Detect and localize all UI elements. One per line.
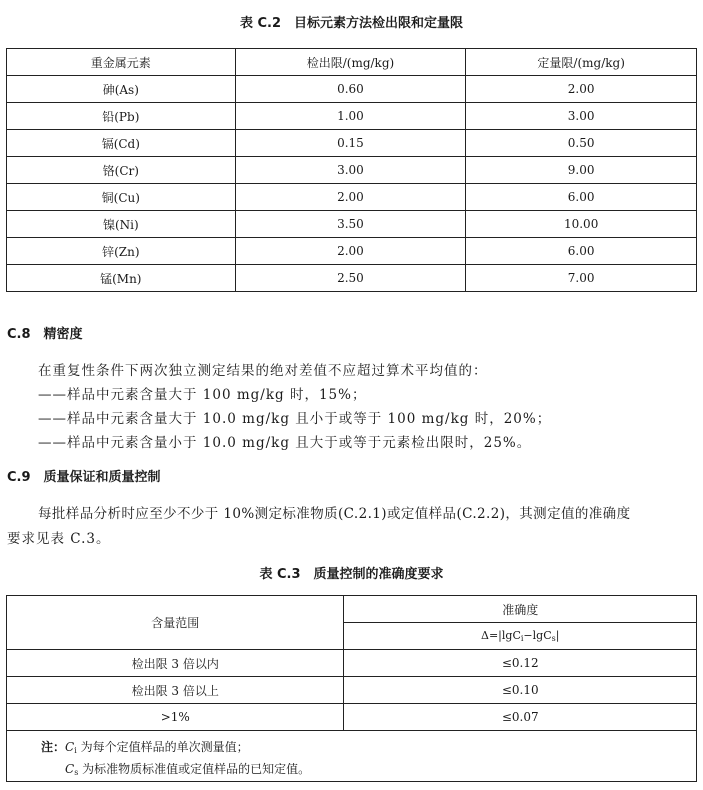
lod-cell: 2.00: [235, 184, 466, 211]
precision-item-1: ——样品中元素含量大于 100 mg/kg 时，15%；: [38, 387, 367, 403]
lod-cell: 2.00: [235, 238, 466, 265]
element-cell: 砷(As): [7, 76, 236, 103]
range-cell: 检出限 3 倍以上: [7, 677, 344, 704]
table-row: [7, 76, 697, 103]
table-c2-caption: 表 C.2 目标元素方法检出限和定量限: [239, 16, 464, 31]
column-header: 重金属元素: [7, 49, 236, 76]
range-cell: >1%: [7, 704, 344, 731]
table-header-row: [7, 49, 697, 76]
precision-item-2: ——样品中元素含量大于 10.0 mg/kg 且小于或等于 100 mg/kg 时，20%；: [38, 411, 552, 427]
element-cell: 铬(Cr): [7, 157, 236, 184]
note-line-1: 注：$C_i$ 为每个定值样品的单次测量值；: [41, 740, 249, 755]
lod-cell: 0.60: [235, 76, 466, 103]
accuracy-cell: ≤0.10: [344, 677, 697, 704]
lod-cell: 0.15: [235, 130, 466, 157]
lod-cell: 3.50: [235, 211, 466, 238]
column-header: 检出限/(mg/kg): [235, 49, 466, 76]
table-row: [7, 157, 697, 184]
column-header: 定量限/(mg/kg): [466, 49, 697, 76]
section-c9-heading: C.9 质量保证和质量控制: [7, 470, 161, 485]
range-header: 含量范围: [7, 596, 344, 650]
lod-cell: 2.50: [235, 265, 466, 292]
range-cell: 检出限 3 倍以内: [7, 650, 344, 677]
accuracy-cell: ≤0.07: [344, 704, 697, 731]
accuracy-header: 准确度: [344, 596, 697, 623]
table-c3-caption: 表 C.3 质量控制的准确度要求: [259, 567, 444, 582]
qc-paragraph-line1: 每批样品分析时应至少不少于 10%测定标准物质(C.2.1)或定值样品(C.2.2)，其测定值的准确度: [38, 506, 631, 522]
loq-cell: 2.00: [466, 76, 697, 103]
element-cell: 镉(Cd): [7, 130, 236, 157]
loq-cell: 9.00: [466, 157, 697, 184]
element-cell: 锰(Mn): [7, 265, 236, 292]
table-note: [7, 731, 697, 782]
lod-cell: 3.00: [235, 157, 466, 184]
precision-item-3: ——样品中元素含量小于 10.0 mg/kg 且大于或等于元素检出限时，25%。: [38, 435, 532, 451]
element-cell: 镍(Ni): [7, 211, 236, 238]
loq-cell: 10.00: [466, 211, 697, 238]
accuracy-cell: ≤0.12: [344, 650, 697, 677]
loq-cell: 0.50: [466, 130, 697, 157]
accuracy-formula: Δ=|lgC$_i$−lgC$_s$|: [344, 623, 697, 650]
lod-cell: 1.00: [235, 103, 466, 130]
loq-cell: 6.00: [466, 184, 697, 211]
loq-cell: 7.00: [466, 265, 697, 292]
table-row: [7, 238, 697, 265]
table-row: [7, 184, 697, 211]
element-cell: 铜(Cu): [7, 184, 236, 211]
section-c8-heading: C.8 精密度: [7, 327, 83, 342]
loq-cell: 6.00: [466, 238, 697, 265]
note-line-2: $C_s$ 为标准物质标准值或定值样品的已知定值。: [65, 762, 311, 777]
accuracy-table: [6, 595, 697, 782]
element-cell: 锌(Zn): [7, 238, 236, 265]
table-row: [7, 677, 697, 704]
table-row: [7, 265, 697, 292]
detection-limit-table: [6, 48, 697, 292]
table-row: [7, 130, 697, 157]
loq-cell: 3.00: [466, 103, 697, 130]
table-row: [7, 211, 697, 238]
qc-paragraph-line2: 要求见表 C.3。: [7, 531, 111, 547]
element-cell: 铅(Pb): [7, 103, 236, 130]
table-row: [7, 103, 697, 130]
table-row: [7, 704, 697, 731]
table-row: [7, 650, 697, 677]
precision-intro: 在重复性条件下两次独立测定结果的绝对差值不应超过算术平均值的：: [38, 363, 488, 379]
